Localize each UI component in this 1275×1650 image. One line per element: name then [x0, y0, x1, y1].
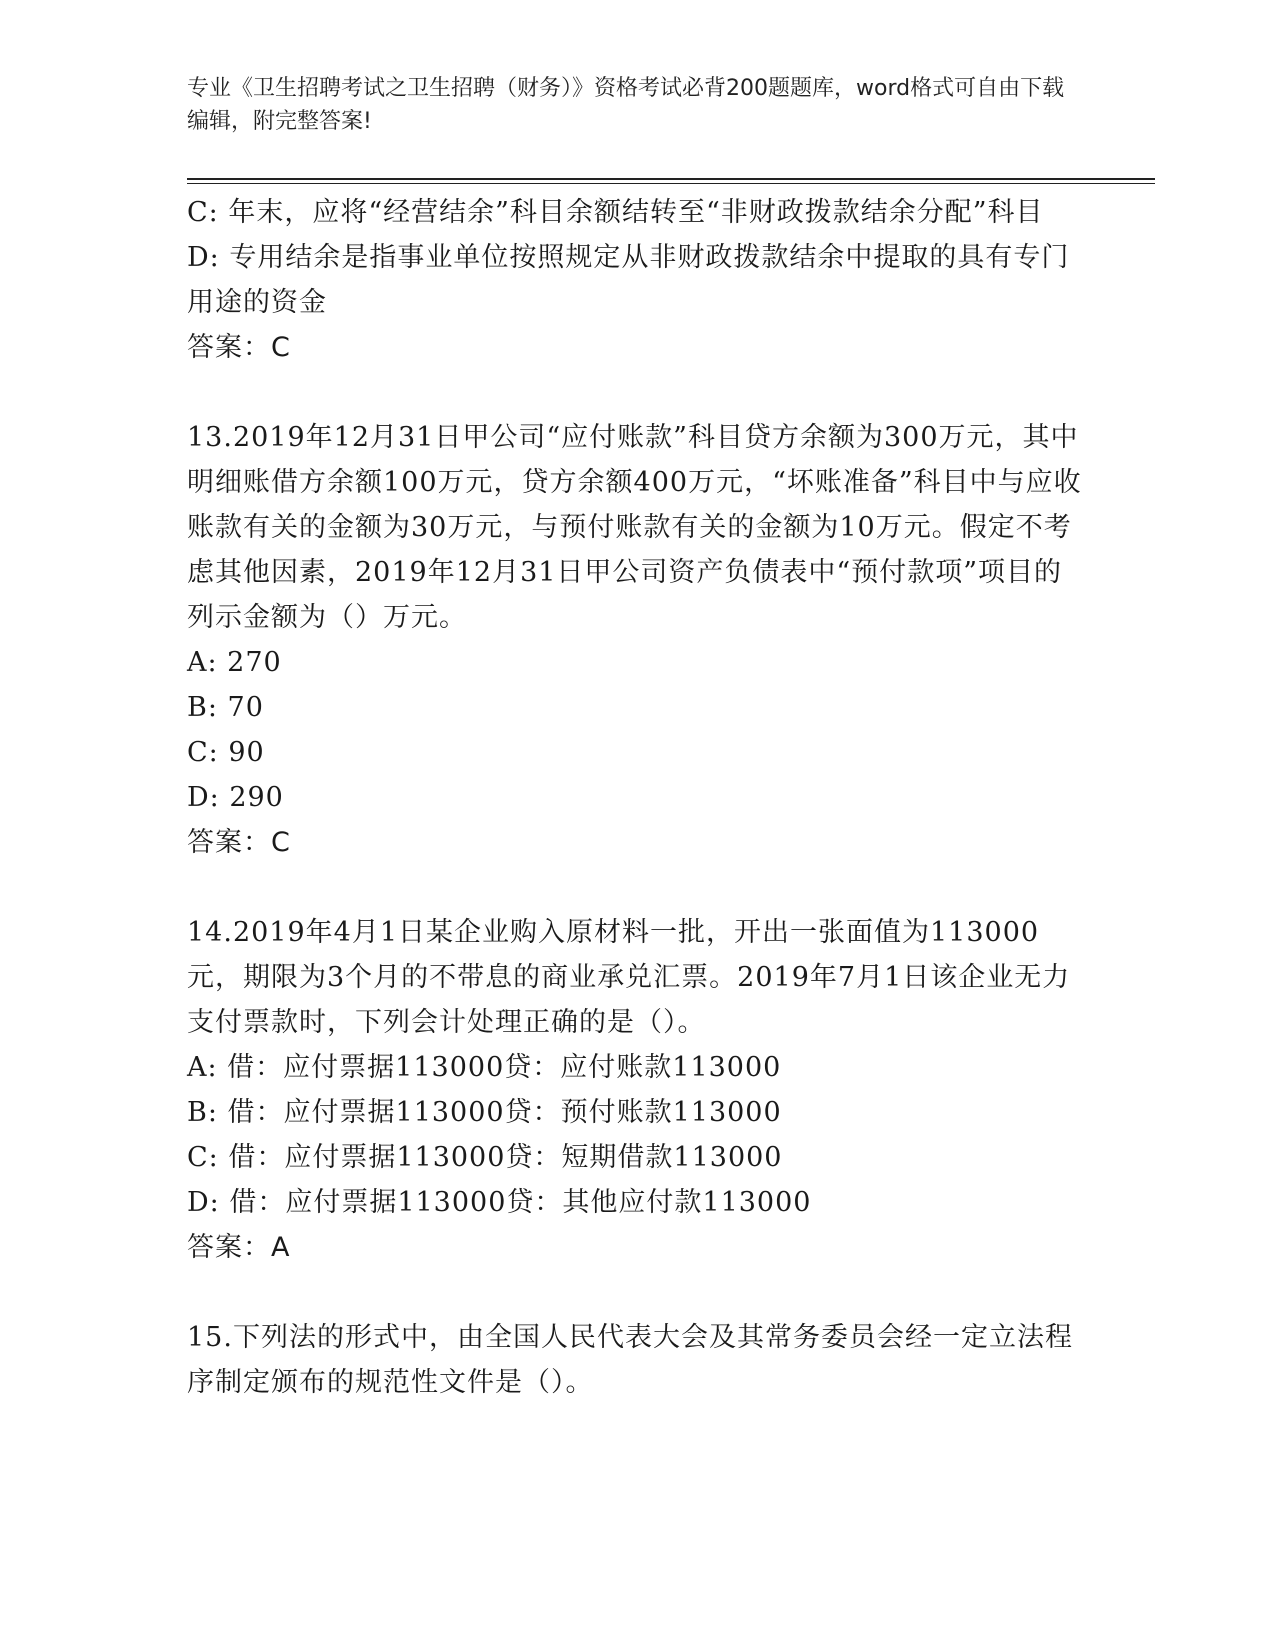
q14-option-b: B: 借：应付票据113000贷：预付账款113000: [187, 1097, 782, 1128]
document-body: [187, 190, 1087, 1405]
q15-stem: 15.下列法的形式中，由全国人民代表大会及其常务委员会经一定立法程序制定颁布的规范性文件是（）。: [187, 1322, 1073, 1398]
header-rule-thin: [187, 183, 1155, 184]
page-header: 专业《卫生招聘考试之卫生招聘（财务）》资格考试必背200题题库，word格式可自由下载编辑，附完整答案!: [187, 76, 1065, 134]
q14-answer: 答案：A: [187, 1232, 291, 1263]
q12-answer: 答案：C: [187, 332, 291, 363]
q14-option-c: C: 借：应付票据113000贷：短期借款113000: [187, 1142, 783, 1173]
q14-stem: 14.2019年4月1日某企业购入原材料一批，开出一张面值为113000元，期限为3个月的不带息的商业承兑汇票。2019年7月1日该企业无力支付票款时，下列会计处理正确的是（）。: [187, 917, 1071, 1038]
q14-option-d: D: 借：应付票据113000贷：其他应付款113000: [187, 1187, 812, 1218]
q12-option-d: D: 专用结余是指事业单位按照规定从非财政拨款结余中提取的具有专门用途的资金: [187, 242, 1070, 318]
q12-option-c: C: 年末，应将“经营结余”科目余额结转至“非财政拨款结余分配”科目: [187, 197, 1044, 228]
q13-option-a: A: 270: [187, 647, 282, 678]
header-rule-thick: [187, 178, 1155, 180]
q13-option-d: D: 290: [187, 782, 284, 813]
q13-option-b: B: 70: [187, 692, 264, 723]
q13-answer: 答案：C: [187, 827, 291, 858]
q13-stem: 13.2019年12月31日甲公司“应付账款”科目贷方余额为300万元，其中明细账借方余额100万元，贷方余额400万元，“坏账准备”科目中与应收账款有关的金额为30万元，与预付账款有关的金额为10万元。假定不考虑其他因素，2019年12月31日甲公司资产负债表中“预付款项”项目的列示金额为（）万元。: [187, 422, 1082, 633]
q14-option-a: A: 借：应付票据113000贷：应付账款113000: [187, 1052, 782, 1083]
q13-option-c: C: 90: [187, 737, 265, 768]
